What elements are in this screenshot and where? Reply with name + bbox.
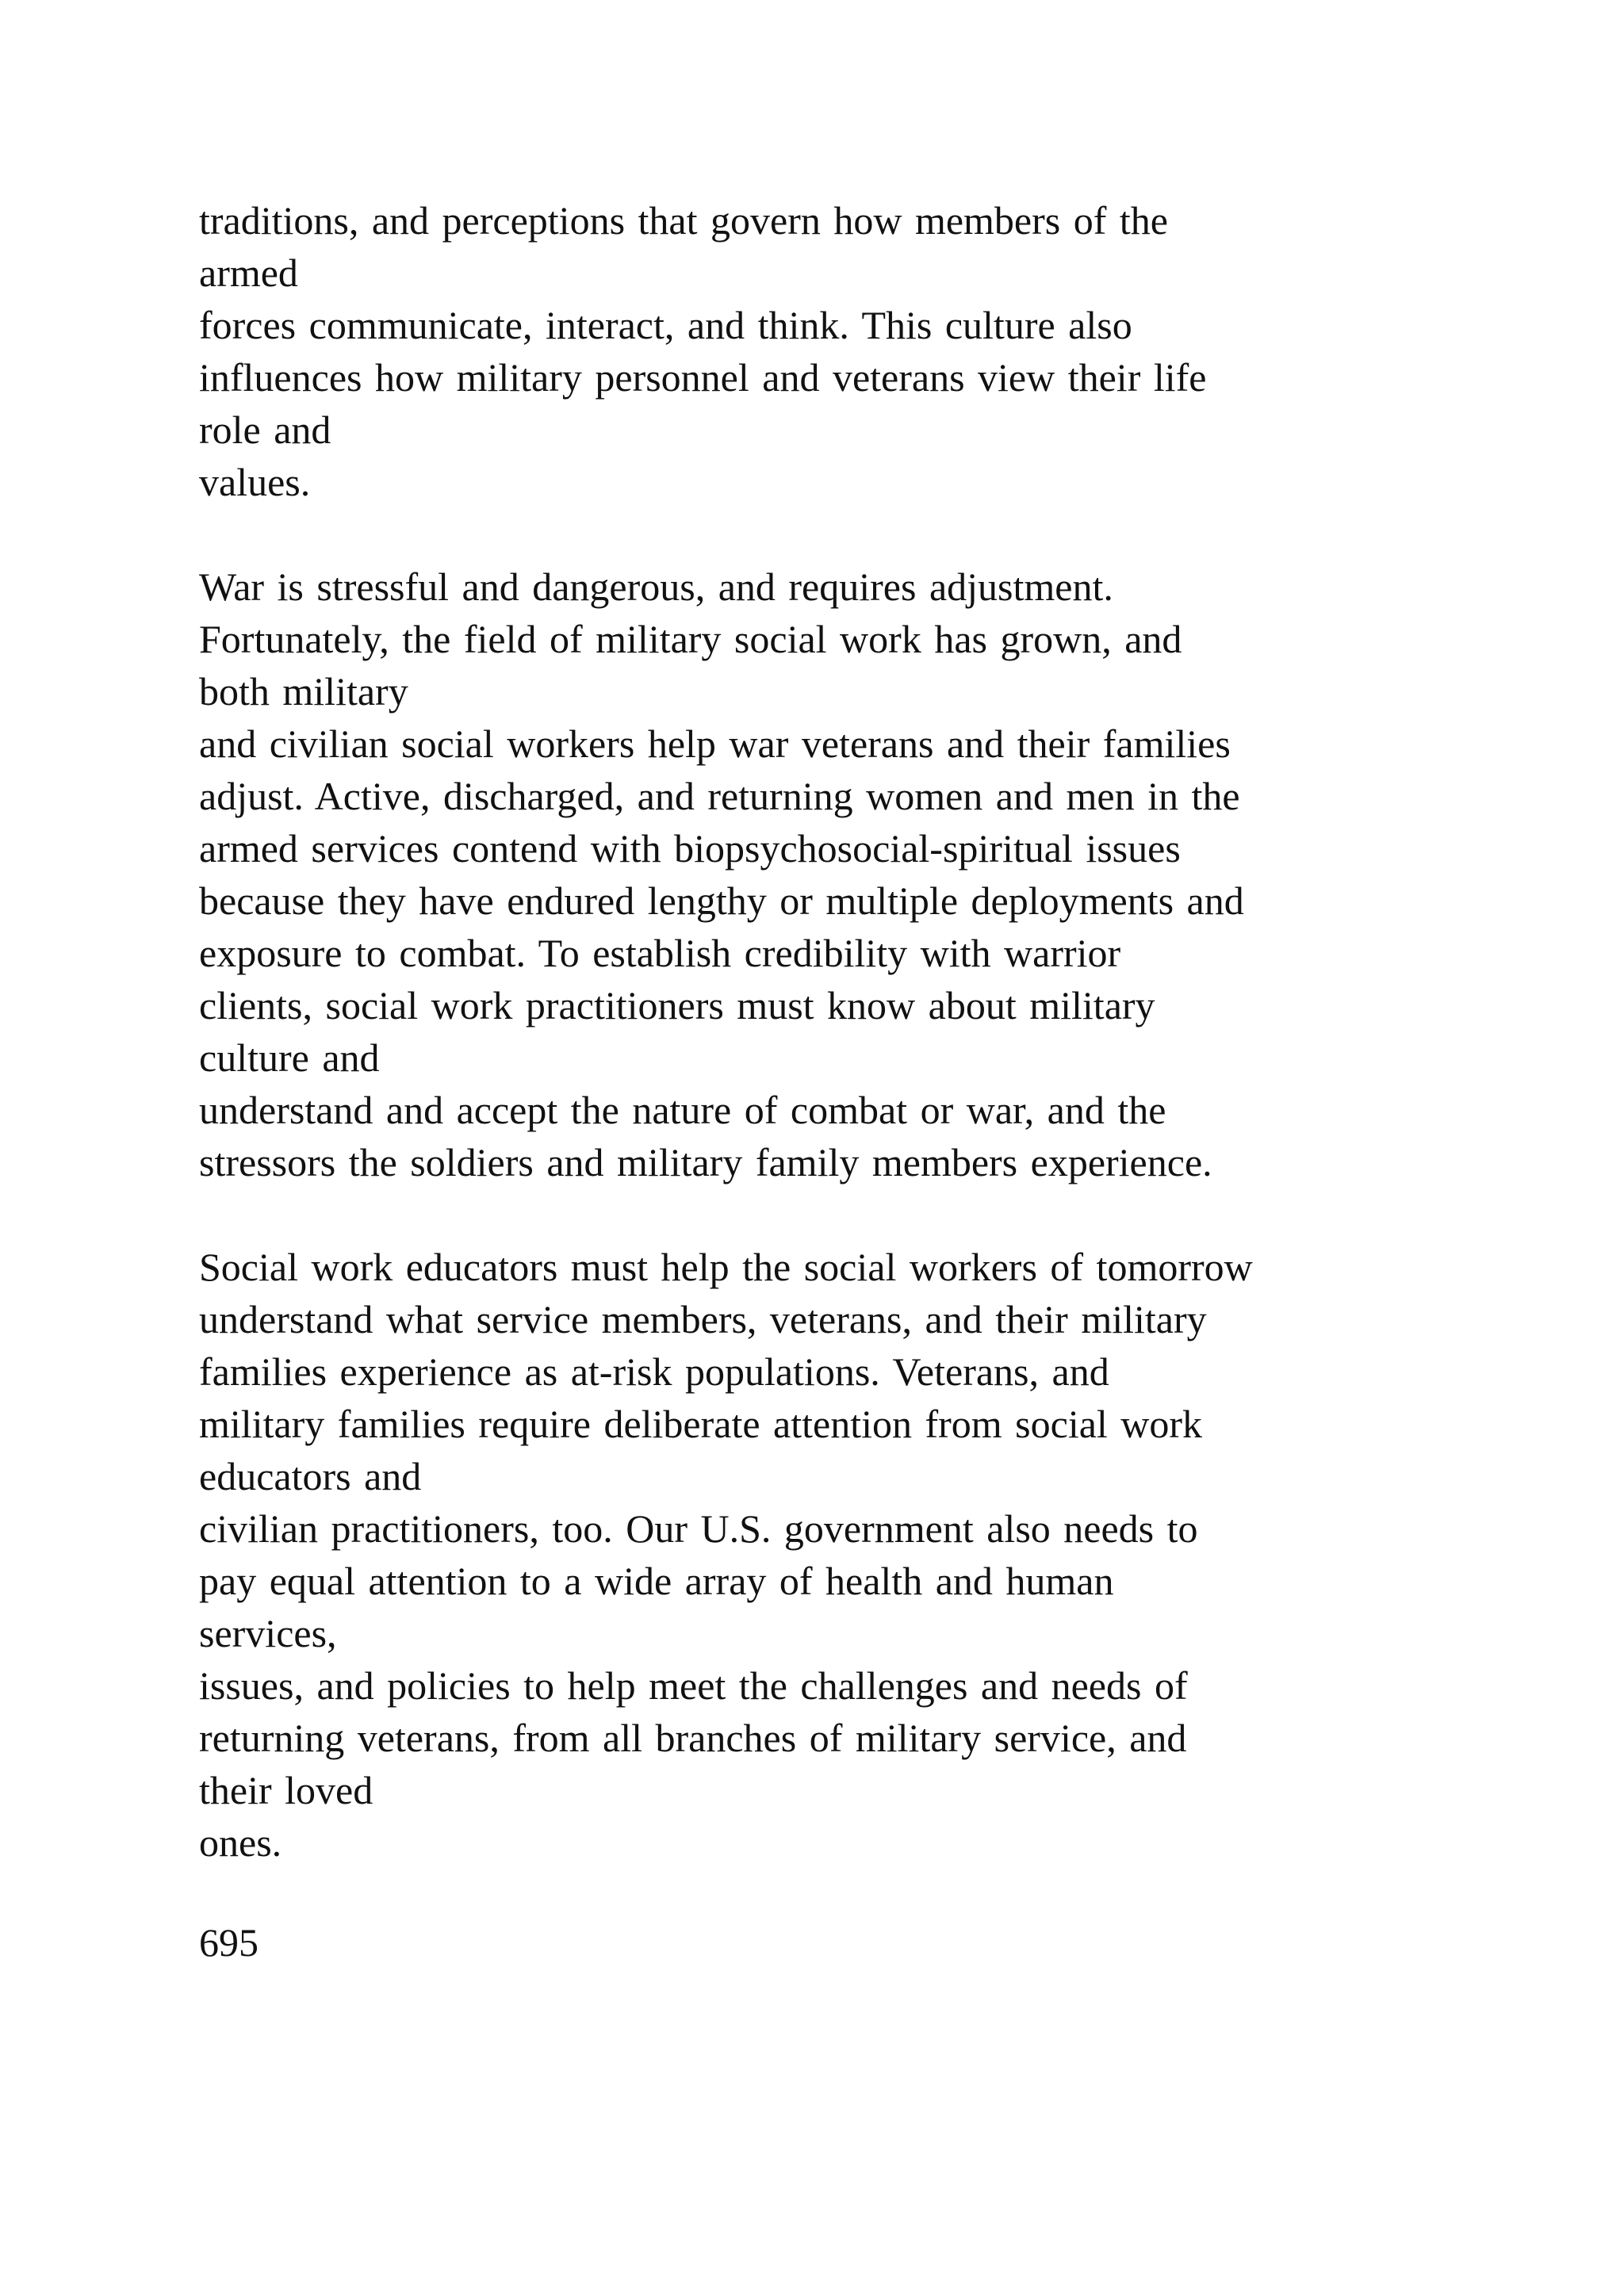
text-line: role and xyxy=(199,408,331,452)
text-line: families experience as at-risk populations. Veterans, and xyxy=(199,1349,1109,1394)
text-line: armed xyxy=(199,251,298,295)
paragraph-social-work-educators xyxy=(199,1241,1547,1869)
paragraph-gap xyxy=(199,1188,1547,1241)
text-line: educators and xyxy=(199,1454,422,1498)
paragraph-war-adjustment xyxy=(199,561,1547,1188)
text-line: returning veterans, from all branches of military service, and xyxy=(199,1716,1187,1760)
text-line: both military xyxy=(199,669,408,714)
paragraph-military-culture xyxy=(199,194,1547,508)
text-line: values. xyxy=(199,460,311,504)
text-line: pay equal attention to a wide array of health and human xyxy=(199,1559,1114,1603)
text-line: Fortunately, the field of military social work has grown, and xyxy=(199,617,1182,661)
text-line: War is stressful and dangerous, and requires adjustment. xyxy=(199,564,1113,609)
text-line: ones. xyxy=(199,1820,282,1865)
text-line: forces communicate, interact, and think. This culture also xyxy=(199,303,1132,347)
text-line: Social work educators must help the social workers of tomorrow xyxy=(199,1245,1253,1289)
body-text xyxy=(199,194,1547,1869)
text-line: because they have endured lengthy or multiple deployments and xyxy=(199,878,1244,923)
text-line: clients, social work practitioners must know about military xyxy=(199,983,1155,1027)
text-line: armed services contend with biopsychosocial-spiritual issues xyxy=(199,826,1181,871)
text-line: issues, and policies to help meet the challenges and needs of xyxy=(199,1663,1188,1708)
text-line: understand and accept the nature of combat or war, and the xyxy=(199,1088,1166,1132)
text-line: their loved xyxy=(199,1768,373,1812)
text-line: influences how military personnel and veterans view their life xyxy=(199,355,1207,400)
text-line: civilian practitioners, too. Our U.S. government also needs to xyxy=(199,1506,1198,1551)
text-line: culture and xyxy=(199,1035,380,1080)
page-number: 695 xyxy=(199,1920,259,1965)
text-line: exposure to combat. To establish credibility with warrior xyxy=(199,931,1121,975)
text-line: and civilian social workers help war veterans and their families xyxy=(199,721,1231,766)
text-line: services, xyxy=(199,1611,337,1655)
text-line: understand what service members, veterans, and their military xyxy=(199,1297,1207,1341)
text-line: stressors the soldiers and military family members experience. xyxy=(199,1140,1212,1184)
text-line: adjust. Active, discharged, and returning women and men in the xyxy=(199,774,1240,818)
text-line: traditions, and perceptions that govern how members of the xyxy=(199,198,1168,243)
text-line: military families require deliberate attention from social work xyxy=(199,1402,1203,1446)
paragraph-gap xyxy=(199,508,1547,561)
